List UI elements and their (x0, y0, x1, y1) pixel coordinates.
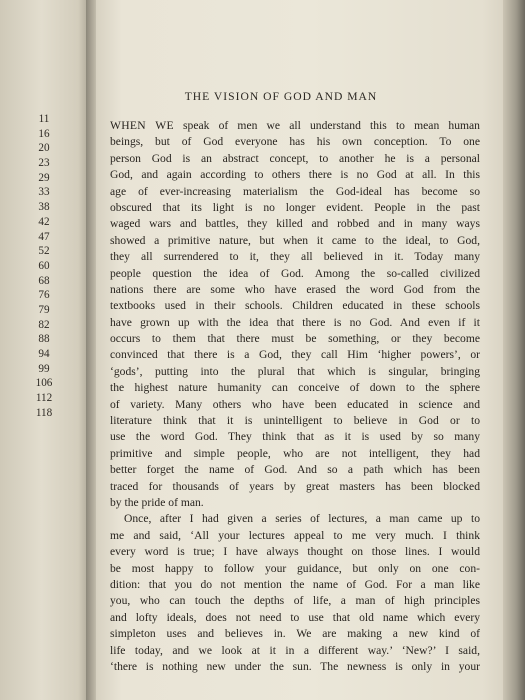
page-number-list (20, 112, 68, 420)
page-number: 47 (38, 230, 50, 243)
page-number: 42 (38, 215, 50, 228)
text-line: dition: that you do not mention the name of God. For a man like (110, 577, 480, 591)
text-line: have grown up with the idea that there is no God. And even if it (110, 315, 480, 329)
text-line: textbooks used in their schools. Children educated in these schools (110, 299, 480, 313)
text-line: by the pride of man. (110, 495, 204, 509)
text-line: God, and again according to others there is no God at all. In this (110, 168, 480, 182)
page-number: 79 (38, 303, 50, 316)
text-line: ‘there is nothing new under the sun. The newness is only in your (110, 659, 480, 673)
body-text (110, 118, 480, 675)
text-line: occurs to them that there must be something, or they become (110, 332, 480, 346)
text-line: the highest nature humanity can conceive of down to the sphere (110, 381, 480, 395)
opening-words: WHEN WE (110, 119, 174, 132)
text-line: and lofty ideals, does not need to use that old name which every (110, 610, 480, 624)
page-number: 16 (38, 127, 50, 140)
page-number: 94 (38, 348, 50, 360)
text-line: every word is true; I have always thought on those lines. I would (110, 545, 480, 559)
text-line: use the word God. They think that as it is used by so many (110, 430, 480, 444)
line-text: speak of men we all understand this to mean human (173, 119, 480, 132)
text-line: age of ever-increasing materialism the God-ideal has become so (110, 184, 480, 198)
page-number: 82 (38, 318, 50, 331)
text-line: Once, after I had given a series of lectures, a man came up to (124, 512, 480, 526)
page-number: 106 (35, 377, 53, 390)
text-line (110, 118, 480, 134)
page-edge (503, 0, 525, 700)
text-line: obscured that its light is no longer evident. People in the past (110, 200, 480, 214)
chapter-title: THE VISION OF GOD AND MAN (184, 90, 378, 103)
page-number: 38 (38, 201, 50, 214)
text-line: primitive and simple people, who are not intelligent, they had (110, 446, 480, 460)
text-line: be most happy to follow your guidance, but only on one con- (110, 561, 480, 575)
text-line: they all surrendered to it, they all believed in it. Today many (110, 250, 480, 264)
text-line: ‘gods’, putting into the plural that which is singular, bringing (110, 364, 480, 378)
text-line: nations there are some who have erased the word God from the (110, 282, 480, 296)
page-number: 99 (38, 362, 50, 375)
page-number: 118 (35, 406, 53, 419)
page-number: 52 (38, 245, 50, 258)
left-page (0, 0, 92, 700)
text-line: you, who can touch the depths of life, a man of high principles (110, 594, 480, 608)
text-line: me and said, ‘All your lectures appeal to me very much. I think (110, 528, 480, 542)
text-line: waged wars and battles, they killed and robbed and in many ways (110, 217, 480, 231)
text-line: better forget the name of God. And so a path which has been (110, 463, 480, 477)
text-line: literature think that it is unintelligent to believe in God or to (110, 414, 480, 428)
text-line: people question the idea of God. Among the so-called civilized (110, 266, 480, 280)
page-number: 88 (38, 333, 50, 346)
text-line: beings, but of God everyone has his own conception. To one (110, 135, 480, 149)
text-line: showed a primitive nature, but when it came to the ideal, to God, (110, 233, 480, 247)
text-line: person God is an abstract concept, to another he is a personal (110, 151, 480, 165)
page-number: 112 (35, 392, 53, 405)
page-number: 29 (38, 171, 50, 184)
text-line: traced for thousands of years by great masters has been blocked (110, 479, 480, 493)
page-number: 23 (38, 157, 50, 170)
text-line: simpleton uses and believes in. We are making a new kind of (110, 627, 480, 641)
page-number: 76 (38, 289, 50, 302)
page-number: 11 (38, 113, 50, 125)
text-line: of variety. Many others who have been educated in science and (110, 397, 480, 411)
page-number: 68 (38, 274, 50, 287)
page-number: 60 (38, 259, 50, 272)
page-number: 33 (38, 186, 50, 199)
page-number: 20 (38, 142, 50, 155)
text-line: life today, and we look at it in a different way.’ ‘New?’ I said, (110, 643, 480, 657)
text-line: convinced that there is a God, they call Him ‘higher powers’, or (110, 348, 480, 362)
